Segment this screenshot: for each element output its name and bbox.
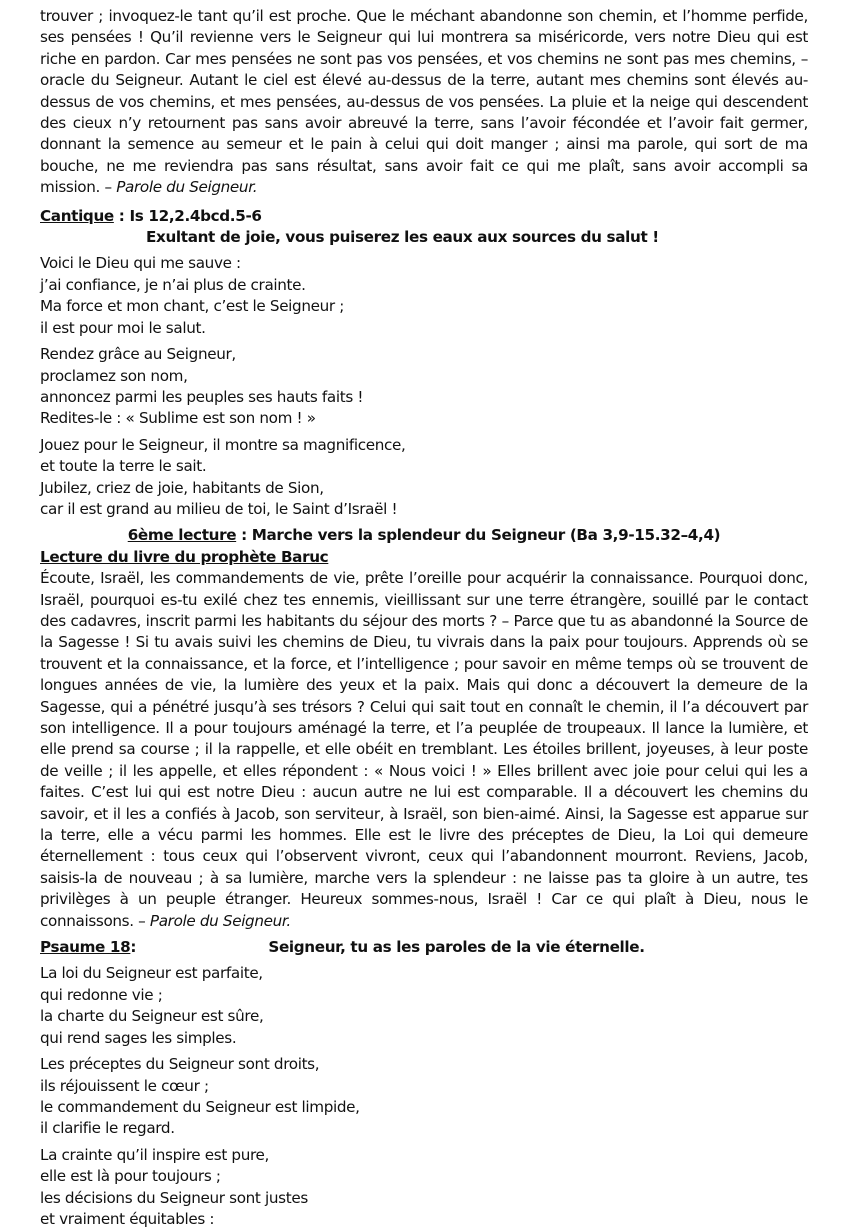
verse-line: Jubilez, criez de joie, habitants de Sion, [40,478,324,497]
reading-5-continuation [40,6,808,199]
verse-line: Redites-le : « Sublime est son nom ! » [40,409,316,428]
verse-line: elle est là pour toujours ; [40,1167,221,1186]
verse-line: la charte du Seigneur est sûre, [40,1007,264,1026]
verse-line: Voici le Dieu qui me sauve : [40,254,241,273]
verse-line: Rendez grâce au Seigneur, [40,345,236,364]
verse-line: j’ai confiance, je n’ai plus de crainte. [40,275,306,294]
verse-line: le commandement du Seigneur est limpide, [40,1097,360,1116]
verse-line: Les préceptes du Seigneur sont droits, [40,1055,320,1074]
reading-6-body [40,568,808,932]
cantique-label: Cantique [40,206,114,225]
verse-line: ils réjouissent le cœur ; [40,1076,209,1095]
verse-line: il est pour moi le salut. [40,318,206,337]
reading-6-source-text: Lecture du livre du prophète Baruc [40,547,329,566]
verse-line: les décisions du Seigneur sont justes [40,1188,308,1207]
cantique-heading [40,206,808,227]
cantique-reference: Is 12,2.4bcd.5-6 [129,206,262,225]
cantique-refrain: Exultant de joie, vous puiserez les eaux aux sources du salut ! [146,228,659,247]
psaume-stanza [40,1054,808,1140]
verse-line: et vraiment équitables : [40,1209,215,1228]
verse-line: La crainte qu’il inspire est pure, [40,1145,270,1164]
psaume-heading [40,937,808,958]
verse-line: et toute la terre le sait. [40,457,207,476]
verse-line: il clarifie le regard. [40,1119,175,1138]
verse-line: La loi du Seigneur est parfaite, [40,964,263,983]
psaume-label: Psaume 18 [40,938,131,957]
verse-line: Ma force et mon chant, c’est le Seigneur ; [40,297,345,316]
verse-line: proclamez son nom, [40,366,188,385]
psaume-stanza [40,963,808,1049]
verse-line: Jouez pour le Seigneur, il montre sa magnificence, [40,435,406,454]
document-page [40,6,808,1230]
reading-5-text: trouver ; invoquez-le tant qu’il est proche. Que le méchant abandonne son chemin, et l’homme perfide, ses pensées ! Qu’il revienne vers le Seigneur qui lui montrera sa miséricorde, vers notre Dieu qui est riche en pardon. Car mes pensées ne sont pas vos pensées, et vos chemins ne sont pas mes chemins, – oracle du Seigneur. Autant le ciel est élevé au-dessus de la terre, autant mes chemins sont élevés au-dessus de vos chemins, et mes pensées, au-dessus de vos pensées. La pluie et la neige qui descendent des cieux n’y retournent pas sans avoir abreuvé la terre, sans l’avoir fécondée et l’avoir fait germer, donnant la semence au semeur et le pain à celui qui doit manger ; ainsi ma parole, qui sort de ma bouche, ne me reviendra pas sans résultat, sans avoir fait ce qui me plaît, sans avoir accompli sa mission. – [40,7,808,197]
reading-6-source [40,547,808,568]
reading-5-closing: Parole du Seigneur. [116,178,258,197]
verse-line: qui rend sages les simples. [40,1028,237,1047]
reading-6-label: 6ème lecture [127,526,237,545]
reading-6-heading [40,525,808,546]
verse-line: qui redonne vie ; [40,985,163,1004]
verse-line: car il est grand au milieu de toi, le Saint d’Israël ! [40,499,398,518]
reading-6-text: Écoute, Israël, les commandements de vie, prête l’oreille pour acquérir la connaissance. Pourquoi donc, Israël, pourquoi es-tu exilé chez tes ennemis, vieillissant sur une terre étrangère, souillé par le contact des cadavres, inscrit parmi les habitants du séjour des morts ? – Parce que tu as abandonné la Source de la Sagesse ! Si tu avais suivi les chemins de Dieu, tu vivrais dans la paix pour toujours. Apprends où se trouvent et la connaissance, et la force, et l’intelligence ; pour savoir en même temps où se trouvent de longues années de vie, la lumière des yeux et la paix. Mais qui donc a découvert la demeure de la Sagesse, qui a pénétré jusqu’à ses trésors ? Celui qui sait tout en connaît le chemin, il l’a découvert par son intelligence. Il a pour toujours aménagé la terre, et l’a peuplée de troupeaux. Il lance la lumière, et elle prend sa course ; il la rappelle, et elle obéit en tremblant. Les étoiles brillent, joyeuses, à leur poste de veille ; il les appelle, et elles répondent : « Nous voici ! » Elles brillent avec joie pour celui qui les a faites. C’est lui qui est notre Dieu : aucun autre ne lui est comparable. Il a découvert les chemins du savoir, et il les a confiés à Jacob, son serviteur, à Israël, son bien-aimé. Ainsi, la Sagesse est apparue sur la terre, elle a vécu parmi les hommes. Elle est le livre des préceptes de Dieu, la Loi qui demeure éternellement : tous ceux qui l’observent vivront, ceux qui l’abandonnent mourront. Reviens, Jacob, saisis-la de nouveau ; à sa lumière, marche vers la splendeur : ne laisse pas ta gloire à un autre, tes privilèges à un peuple étranger. Heureux sommes-nous, Israël ! Car ce qui plaît à Dieu, nous le connaissons. – [40,569,808,930]
reading-6-closing: Parole du Seigneur. [149,911,291,930]
cantique-stanza [40,344,808,430]
cantique-stanza [40,253,808,339]
psaume-separator: : [130,938,137,957]
verse-line: annoncez parmi les peuples ses hauts faits ! [40,387,364,406]
psaume-refrain: Seigneur, tu as les paroles de la vie éternelle. [268,938,645,957]
reading-6-title: : Marche vers la splendeur du Seigneur (Ba 3,9-15.32–4,4) [236,526,721,545]
psaume-stanza [40,1145,808,1230]
cantique-stanza [40,435,808,521]
cantique-separator: : [113,206,130,225]
